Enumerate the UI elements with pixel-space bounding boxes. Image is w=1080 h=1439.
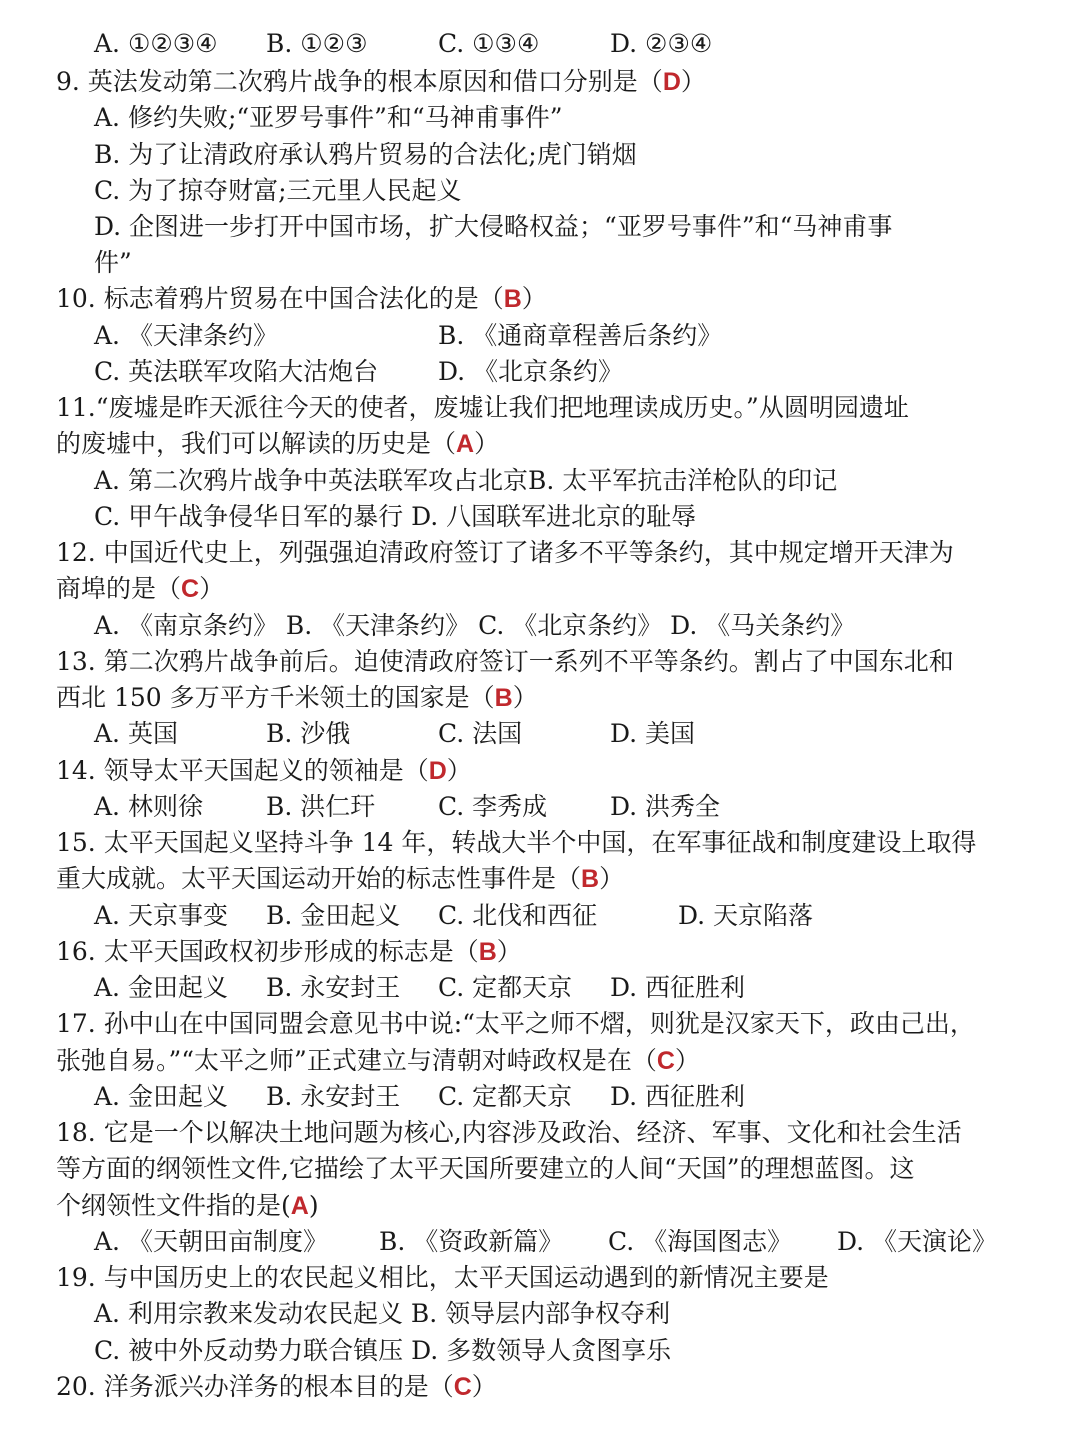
text-segment: A. 利用宗教来发动农民起义 B. 领导层内部争权夺利 bbox=[94, 1299, 671, 1328]
option-line bbox=[94, 318, 722, 354]
text-segment: A. 《天津条约》 bbox=[94, 321, 278, 350]
text-segment: C. 定都天京 bbox=[438, 973, 573, 1002]
question-line bbox=[56, 1260, 829, 1296]
text-segment: C. 北伐和西征 bbox=[438, 901, 598, 930]
answer-mark: B bbox=[581, 865, 600, 893]
text-segment: A. 英国 bbox=[94, 719, 178, 748]
text-segment: C. 英法联军攻陷大沽炮台 bbox=[94, 357, 379, 386]
option-line bbox=[94, 245, 132, 281]
text-segment: 12. 中国近代史上，列强强迫清政府签订了诸多不平等条约，其中规定增开天津为 bbox=[56, 538, 954, 567]
answer-mark: D bbox=[428, 757, 447, 785]
option-line bbox=[94, 499, 696, 535]
text-segment: A. 《天朝田亩制度》 bbox=[94, 1227, 328, 1256]
text-segment: D. 《天演论》 bbox=[837, 1227, 998, 1256]
answer-mark: B bbox=[494, 684, 513, 712]
text-segment: 17. 孙中山在中国同盟会意见书中说:“太平之师不熠，则犹是汉家天下，政由己出， bbox=[56, 1009, 975, 1038]
text-segment: C. 甲午战争侵华日军的暴行 D. 八国联军进北京的耻辱 bbox=[94, 502, 697, 531]
option-line bbox=[94, 1224, 997, 1260]
text-segment: 13. 第二次鸦片战争前后。迫使清政府签订一系列不平等条约。割占了中国东北和 bbox=[56, 647, 954, 676]
option-line bbox=[94, 970, 745, 1006]
text-segment: 20. 洋务派兴办洋务的根本目的是（ bbox=[56, 1372, 454, 1401]
question-line bbox=[56, 825, 976, 861]
text-segment: C. 被中外反动势力联合镇压 D. 多数领导人贪图享乐 bbox=[94, 1336, 672, 1365]
option-line bbox=[94, 463, 837, 499]
text-segment: D. 西征胜利 bbox=[610, 973, 746, 1002]
option-line bbox=[94, 100, 563, 136]
question-continuation bbox=[56, 426, 499, 462]
text-segment: 的废墟中，我们可以解读的历史是（ bbox=[56, 429, 457, 458]
question-continuation bbox=[56, 680, 538, 716]
answer-mark: A bbox=[290, 1192, 309, 1220]
option-line bbox=[94, 789, 720, 825]
text-segment: 件” bbox=[94, 248, 132, 277]
text-segment: A. 《南京条约》 B. 《天津条约》 C. 《北京条约》 D. 《马关条约》 bbox=[94, 611, 856, 640]
text-segment: A. ①②③④ bbox=[94, 29, 218, 58]
text-segment: D. 企图进一步打开中国市场，扩大侵略权益；“亚罗号事件”和“马神甫事 bbox=[94, 212, 893, 241]
text-segment: B. 永安封王 bbox=[266, 973, 401, 1002]
text-segment: C. 李秀成 bbox=[438, 792, 548, 821]
text-segment: B. 沙俄 bbox=[266, 719, 351, 748]
option-line bbox=[94, 26, 712, 62]
question-line bbox=[56, 281, 547, 317]
text-segment: 15. 太平天国起义坚持斗争 14 年，转战大半个中国，在军事征战和制度建设上取得 bbox=[56, 828, 977, 857]
text-segment: ） bbox=[521, 284, 547, 313]
text-segment: B. ①②③ bbox=[266, 29, 368, 58]
question-line bbox=[56, 644, 954, 680]
text-segment: 西北 150 多万平方千米领土的国家是（ bbox=[56, 683, 495, 712]
text-segment: ） bbox=[446, 756, 472, 785]
text-segment: B. 永安封王 bbox=[266, 1082, 401, 1111]
text-segment: 商埠的是（ bbox=[56, 574, 182, 603]
text-segment: ） bbox=[599, 864, 625, 893]
question-line bbox=[56, 753, 472, 789]
text-segment: ） bbox=[471, 1372, 497, 1401]
question-continuation bbox=[56, 571, 224, 607]
text-segment: A. 第二次鸦片战争中英法联军攻占北京 bbox=[94, 466, 528, 495]
text-segment: 重大成就。太平天国运动开始的标志性事件是（ bbox=[56, 864, 582, 893]
question-continuation bbox=[56, 861, 624, 897]
answer-mark: C bbox=[656, 1047, 675, 1075]
text-segment: 19. 与中国历史上的农民起义相比，太平天国运动遇到的新情况主要是 bbox=[56, 1263, 829, 1292]
question-line bbox=[56, 1369, 497, 1405]
answer-mark: C bbox=[181, 575, 200, 603]
text-segment: ） bbox=[674, 1046, 700, 1075]
text-segment: A. 金田起义 bbox=[94, 1082, 228, 1111]
text-segment: D. 天京陷落 bbox=[678, 901, 814, 930]
answer-mark: A bbox=[456, 430, 475, 458]
text-segment: 9. 英法发动第二次鸦片战争的根本原因和借口分别是（ bbox=[56, 67, 663, 96]
text-segment: B. 《通商章程善后条约》 bbox=[438, 321, 723, 350]
option-line bbox=[94, 173, 462, 209]
text-segment: C. 法国 bbox=[438, 719, 523, 748]
question-line bbox=[56, 64, 706, 100]
option-line bbox=[94, 1333, 671, 1369]
question-continuation bbox=[56, 1188, 319, 1224]
text-segment: 等方面的纲领性文件,它描绘了太平天国所要建立的人间“天国”的理想蓝图。这 bbox=[56, 1154, 915, 1183]
text-segment: ） bbox=[496, 937, 522, 966]
text-segment: ） bbox=[512, 683, 538, 712]
text-segment: ） bbox=[680, 67, 706, 96]
option-line bbox=[94, 608, 855, 644]
text-segment: C. ①③④ bbox=[438, 29, 540, 58]
question-continuation bbox=[56, 1043, 700, 1079]
text-segment: D. 洪秀全 bbox=[610, 792, 721, 821]
text-segment: D. 美国 bbox=[610, 719, 696, 748]
text-segment: C. 定都天京 bbox=[438, 1082, 573, 1111]
text-segment: A. 天京事变 bbox=[94, 901, 228, 930]
question-line bbox=[56, 390, 909, 426]
text-segment: B. 为了让清政府承认鸦片贸易的合法化;虎门销烟 bbox=[94, 140, 637, 169]
text-segment: A. 林则徐 bbox=[94, 792, 203, 821]
text-segment: C. 为了掠夺财富;三元里人民起义 bbox=[94, 176, 462, 205]
option-line bbox=[94, 898, 813, 934]
option-line bbox=[94, 716, 695, 752]
text-segment: B. 太平军抗击洋枪队的印记 bbox=[527, 466, 838, 495]
text-segment: B. 《资政新篇》 bbox=[379, 1227, 564, 1256]
question-line bbox=[56, 1115, 962, 1151]
text-segment: D. 西征胜利 bbox=[610, 1082, 746, 1111]
question-continuation bbox=[56, 1151, 915, 1187]
text-segment: ） bbox=[474, 429, 500, 458]
text-segment: ） bbox=[199, 574, 225, 603]
text-segment: 14. 领导太平天国起义的领袖是（ bbox=[56, 756, 429, 785]
option-line bbox=[94, 354, 623, 390]
text-segment: ) bbox=[308, 1191, 319, 1220]
text-segment: D. 《北京条约》 bbox=[438, 357, 624, 386]
text-segment: B. 金田起义 bbox=[266, 901, 401, 930]
option-line bbox=[94, 1079, 745, 1115]
text-segment: 张弛自易。”“太平之师”正式建立与清朝对峙政权是在（ bbox=[56, 1046, 657, 1075]
text-segment: 18. 它是一个以解决土地问题为核心,内容涉及政治、经济、军事、文化和社会生活 bbox=[56, 1118, 962, 1147]
answer-mark: B bbox=[503, 285, 522, 313]
text-segment: D. ②③④ bbox=[610, 29, 713, 58]
text-segment: 10. 标志着鸦片贸易在中国合法化的是（ bbox=[56, 284, 504, 313]
text-segment: A. 金田起义 bbox=[94, 973, 228, 1002]
question-line bbox=[56, 1006, 975, 1042]
text-segment: 11.“废墟是昨天派往今天的使者，废墟让我们把地理读成历史。”从圆明园遗址 bbox=[56, 393, 909, 422]
text-segment: 个纲领性文件指的是( bbox=[56, 1191, 291, 1220]
option-line bbox=[94, 1296, 670, 1332]
option-line bbox=[94, 137, 637, 173]
answer-mark: B bbox=[478, 938, 497, 966]
text-segment: A. 修约失败;“亚罗号事件”和“马神甫事件” bbox=[94, 103, 563, 132]
text-segment: B. 洪仁玕 bbox=[266, 792, 376, 821]
question-line bbox=[56, 535, 954, 571]
text-segment: 16. 太平天国政权初步形成的标志是（ bbox=[56, 937, 479, 966]
text-segment: C. 《海国图志》 bbox=[608, 1227, 793, 1256]
option-line bbox=[94, 209, 892, 245]
answer-mark: C bbox=[453, 1373, 472, 1401]
answer-mark: D bbox=[662, 68, 681, 96]
question-line bbox=[56, 934, 522, 970]
